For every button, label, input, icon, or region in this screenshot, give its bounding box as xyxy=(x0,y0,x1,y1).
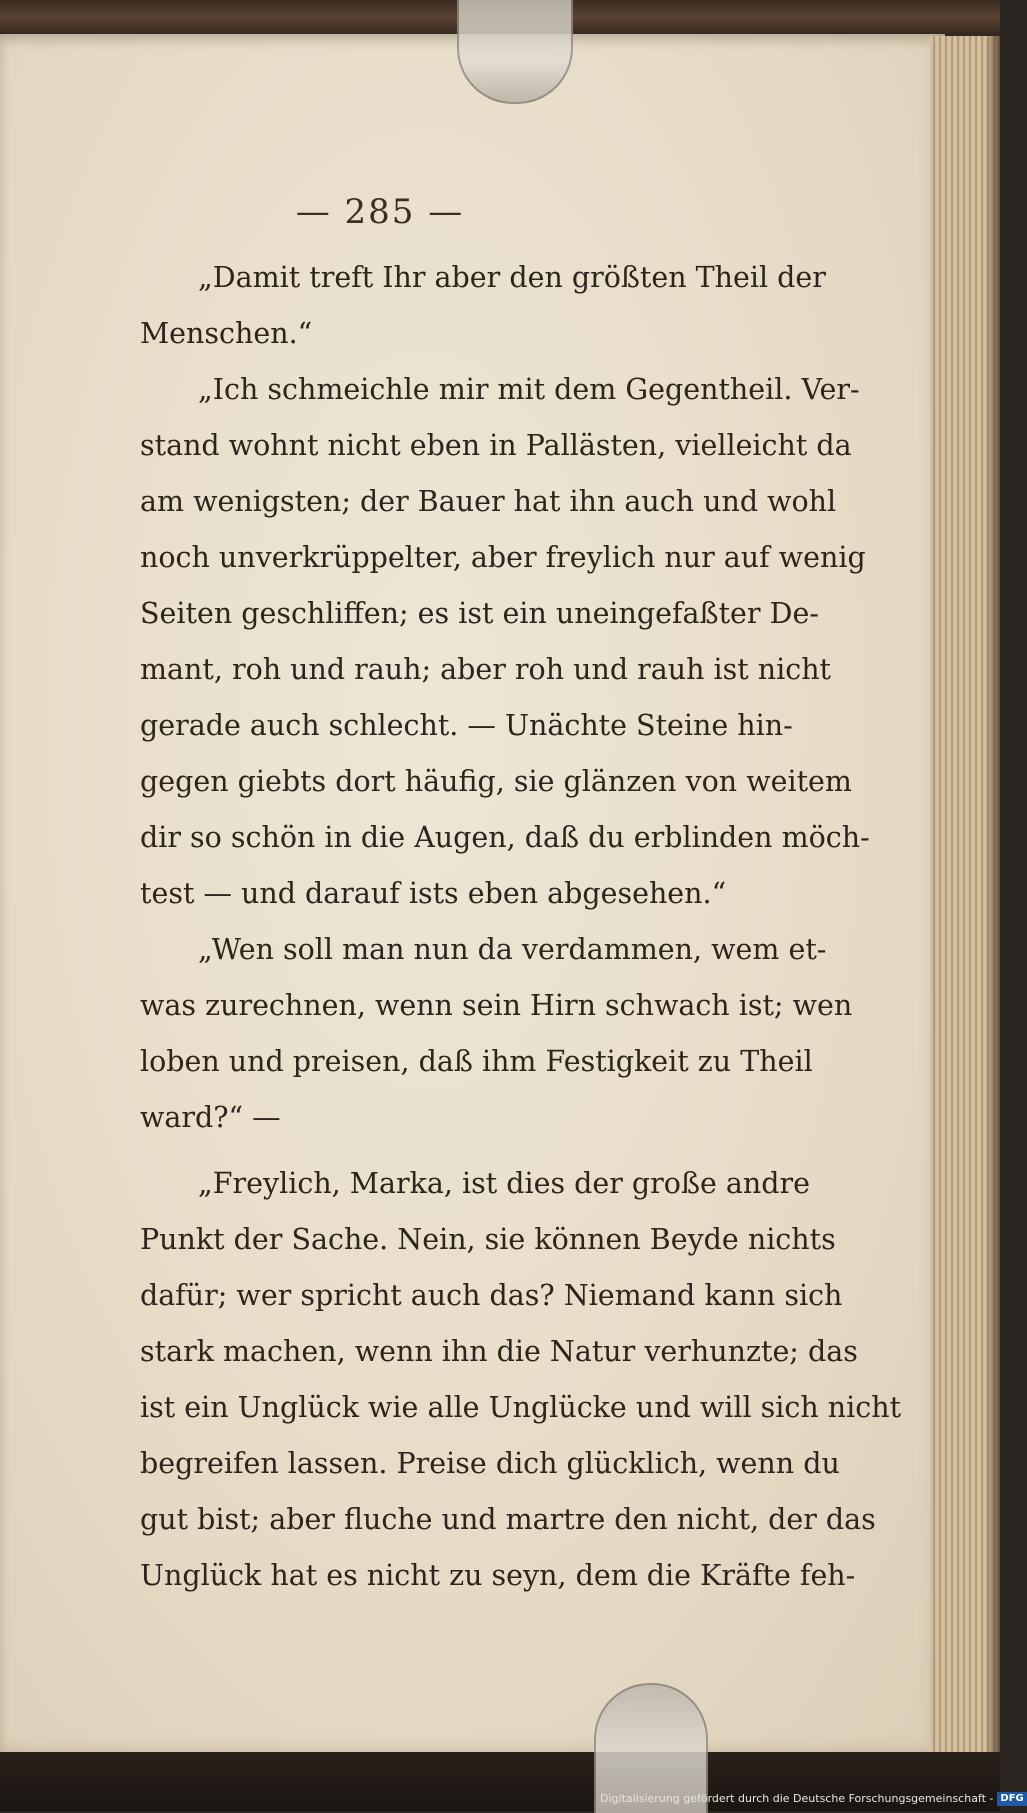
text-line: Punkt der Sache. Nein, sie können Beyde nichts xyxy=(140,1223,836,1256)
text-line: stark machen, wenn ihn die Natur verhunzte; das xyxy=(140,1335,858,1368)
text-line: gut bist; aber fluche und martre den nicht, der das xyxy=(140,1503,876,1536)
text-line: Seiten geschliffen; es ist ein uneingefaßter De- xyxy=(140,597,819,630)
text-line: stand wohnt nicht eben in Pallästen, vielleicht da xyxy=(140,429,852,462)
text-line: test — und darauf ists eben abgesehen.“ xyxy=(140,877,727,910)
text-line: ward?“ — xyxy=(140,1101,281,1134)
text-line: „Wen soll man nun da verdammen, wem et- xyxy=(198,933,827,966)
top-page-clip xyxy=(457,0,573,104)
text-line: mant, roh und rauh; aber roh und rauh ist nicht xyxy=(140,653,832,686)
text-line: loben und preisen, daß ihm Festigkeit zu Theil xyxy=(140,1045,813,1078)
digitization-credit xyxy=(600,1790,1024,1808)
page-number: — 285 — xyxy=(295,192,465,232)
text-line: dir so schön in die Augen, daß du erblinden möch- xyxy=(140,821,870,854)
text-line: „Damit treft Ihr aber den größten Theil der xyxy=(198,261,826,294)
text-line: gegen giebts dort häufig, sie glänzen von weitem xyxy=(140,765,852,798)
text-line: „Ich schmeichle mir mit dem Gegentheil. Ver- xyxy=(198,373,860,406)
text-line: was zurechnen, wenn sein Hirn schwach ist; wen xyxy=(140,989,853,1022)
text-line: gerade auch schlecht. — Unächte Steine hin- xyxy=(140,709,793,742)
body-text xyxy=(140,250,902,1604)
text-line: noch unverkrüppelter, aber freylich nur auf wenig xyxy=(140,541,866,574)
text-line: am wenigsten; der Bauer hat ihn auch und wohl xyxy=(140,485,837,518)
text-line: „Freylich, Marka, ist dies der große andre xyxy=(198,1167,810,1200)
text-line: ist ein Unglück wie alle Unglücke und will sich nicht xyxy=(140,1391,902,1424)
credit-text: Digitalisierung gefördert durch die Deutsche Forschungsgemeinschaft - xyxy=(600,1792,994,1805)
dfg-logo-badge: DFG xyxy=(997,1792,1026,1806)
text-line: Unglück hat es nicht zu seyn, dem die Kräfte feh- xyxy=(140,1559,856,1592)
spine-shadow xyxy=(985,36,1000,1752)
text-line: Menschen.“ xyxy=(140,317,313,350)
text-line: dafür; wer spricht auch das? Niemand kann sich xyxy=(140,1279,843,1312)
text-line: begreifen lassen. Preise dich glücklich, wenn du xyxy=(140,1447,840,1480)
